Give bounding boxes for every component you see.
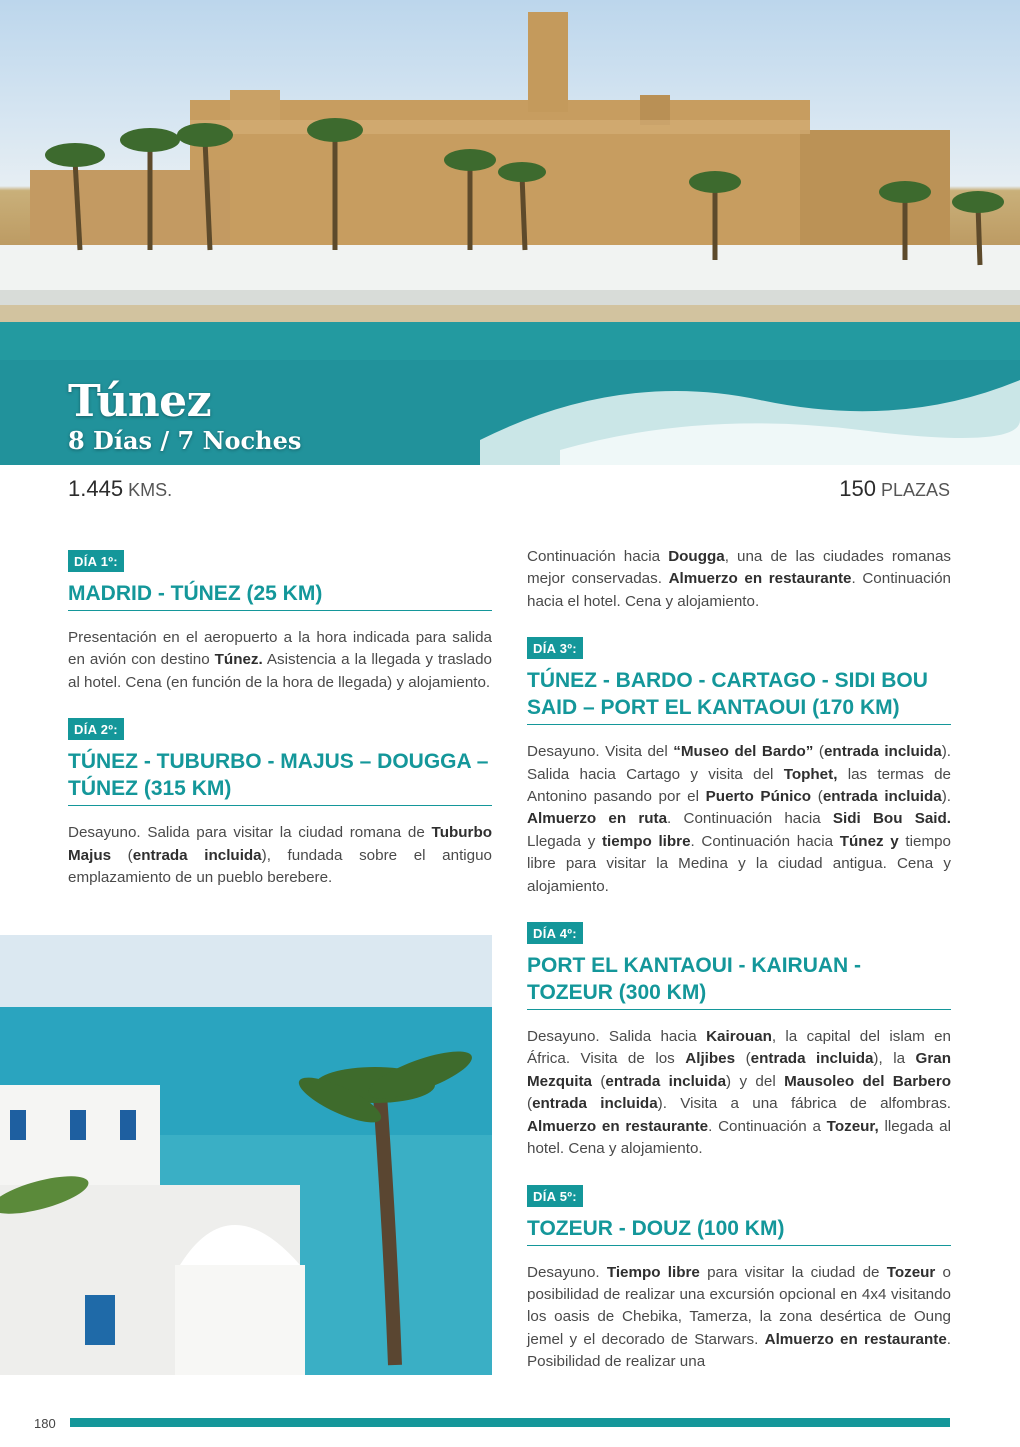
day-4-section bbox=[527, 922, 951, 1160]
day-3-section bbox=[527, 637, 951, 898]
seats-stat bbox=[839, 476, 950, 502]
village-illustration bbox=[0, 935, 492, 1375]
trip-duration: 8 Días / 7 Noches bbox=[68, 426, 302, 455]
day-5-title: TOZEUR - DOUZ (100 KM) bbox=[527, 1215, 951, 1246]
day-1-section bbox=[68, 550, 492, 694]
hero-image bbox=[0, 0, 1020, 465]
page-title: Túnez bbox=[68, 376, 212, 427]
day-3-badge: DÍA 3º: bbox=[527, 637, 583, 659]
page-number: 180 bbox=[34, 1416, 56, 1431]
sidi-bou-said-image bbox=[0, 935, 492, 1375]
day-2-badge: DÍA 2º: bbox=[68, 718, 124, 740]
seats-value: 150 bbox=[839, 476, 876, 501]
footer-bar bbox=[70, 1418, 950, 1427]
seats-unit: PLAZAS bbox=[880, 480, 950, 500]
day-2-continuation: Continuación hacia Dougga, una de las ciudades romanas mejor conservadas. Almuerzo en restaurante. Continuación hacia el hotel. Cena y alojamiento. bbox=[527, 548, 951, 610]
distance-stat bbox=[68, 476, 172, 502]
day-5-description: Desayuno. Tiempo libre para visitar la ciudad de Tozeur o posibilidad de realizar una excursión opcional en 4x4 visitando los oasis de Chebika, Tamerza, la zona desértica de Oung jemel y el decorado de Starwars. Almuerzo en restaurante. Posibilidad de realizar una bbox=[527, 1263, 952, 1371]
day-4-description: Desayuno. Salida hacia Kairouan, la capital del islam en África. Visita de los Aljibes (entrada incluida), la Gran Mezquita (entrada incluida) y del Mausoleo del Barbero (entrada incluida). Visita a una fábrica de alfombras. Almuerzo en restaurante. Continuación a Tozeur, llegada al hotel. Cena y alojamiento. bbox=[527, 1028, 952, 1158]
day-1-title: MADRID - TÚNEZ (25 KM) bbox=[68, 580, 492, 611]
day-2-title: TÚNEZ - TUBURBO - MAJUS – DOUGGA – TÚNEZ (315 KM) bbox=[68, 748, 492, 806]
right-column bbox=[527, 546, 951, 1374]
day-1-description: Presentación en el aeropuerto a la hora indicada para salida en avión con destino Túnez. Asistencia a la llegada y traslado al hotel. Cena (en función de la hora de llegada) y alojamiento. bbox=[68, 629, 492, 691]
day-1-badge: DÍA 1º: bbox=[68, 550, 124, 572]
day-2-section bbox=[68, 718, 492, 889]
day-2-description: Desayuno. Salida para visitar la ciudad romana de Tuburbo Majus (entrada incluida), fundada sobre el antiguo emplazamiento de un pueblo berebere. bbox=[68, 824, 492, 887]
day-3-description: Desayuno. Visita del “Museo del Bardo” (entrada incluida). Salida hacia Cartago y visita del Tophet, las termas de Antonino pasando por el Puerto Púnico (entrada incluida). Almuerzo en ruta. Continuación hacia Sidi Bou Said. Llegada y tiempo libre. Continuación hacia Túnez y tiempo libre para visitar la Medina y la ciudad antigua. Cena y alojamiento. bbox=[527, 743, 952, 895]
day-5-badge: DÍA 5º: bbox=[527, 1185, 583, 1207]
distance-value: 1.445 bbox=[68, 476, 124, 501]
distance-unit: KMS. bbox=[128, 480, 173, 500]
day-4-title: PORT EL KANTAOUI - KAIRUAN - TOZEUR (300 KM) bbox=[527, 952, 951, 1010]
day-3-title: TÚNEZ - BARDO - CARTAGO - SIDI BOU SAID – PORT EL KANTAOUI (170 KM) bbox=[527, 667, 951, 725]
day-5-section bbox=[527, 1185, 951, 1374]
day-4-badge: DÍA 4º: bbox=[527, 922, 583, 944]
left-column bbox=[68, 550, 492, 889]
